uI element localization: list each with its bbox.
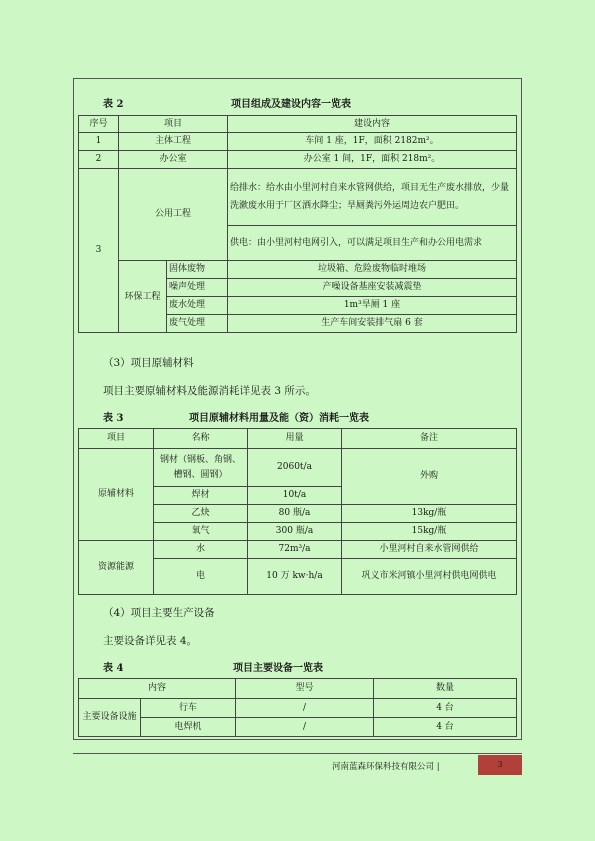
table4-name: 电焊机 <box>141 718 236 737</box>
section-4-text: 主要设备详见表 4。 <box>103 635 198 647</box>
table3-header-amount: 用量 <box>248 429 342 449</box>
table4-qty: 4 台 <box>374 718 517 737</box>
table2-row2-content: 办公室 1 间，1F，面积 218m²。 <box>228 151 517 169</box>
table3-name: 乙炔 <box>154 505 248 523</box>
table2-env-content: 产噪设备基座安装减震垫 <box>228 279 517 297</box>
table2-row2-no: 2 <box>79 151 119 169</box>
table3-header-name: 名称 <box>154 429 248 449</box>
table3-amount: 300 瓶/a <box>248 523 342 541</box>
table2-caption <box>103 95 351 110</box>
table3-note: 15kg/瓶 <box>342 523 517 541</box>
table3-group-resources: 资源能源 <box>79 541 154 595</box>
table2-water-supply: 给排水：给水由小里河村自来水管网供给，项目无生产废水排放，少量洗漱废水用于厂区洒水降尘；旱厕粪污外运周边农户肥田。 <box>228 169 517 226</box>
table4 <box>78 678 517 737</box>
table2-row2-item: 办公室 <box>119 151 228 169</box>
table2-row1-item: 主体工程 <box>119 133 228 151</box>
table4-model: / <box>236 699 374 718</box>
table3-amount: 80 瓶/a <box>248 505 342 523</box>
table4-model: / <box>236 718 374 737</box>
table3-amount: 2060t/a <box>248 449 342 487</box>
table2-header-content: 建设内容 <box>228 116 517 133</box>
table4-number: 表 4 <box>103 663 124 674</box>
table3-note: 小里河村自来水管网供给 <box>342 541 517 559</box>
table3-group-materials: 原辅材料 <box>79 449 154 541</box>
table3-name: 钢材（钢板、角钢、槽钢、圆钢） <box>154 449 248 487</box>
section-3-heading: （3）项目原辅材料 <box>103 357 194 369</box>
table2-env-content: 1m³旱厕 1 座 <box>228 297 517 315</box>
table2-env-name: 固体废物 <box>167 261 228 279</box>
table3-name: 电 <box>154 559 248 595</box>
table2-env-name: 废水处理 <box>167 297 228 315</box>
table4-header-content: 内容 <box>79 679 236 699</box>
table3-name: 水 <box>154 541 248 559</box>
table3-amount: 72m³/a <box>248 541 342 559</box>
section-3-text: 项目主要原辅材料及能源消耗详见表 3 所示。 <box>103 385 316 397</box>
footer-divider <box>73 753 522 754</box>
table2-row1-no: 1 <box>79 133 119 151</box>
table2-env-content: 生产车间安装排气扇 6 套 <box>228 315 517 333</box>
table4-qty: 4 台 <box>374 699 517 718</box>
table2-title: 项目组成及建设内容一览表 <box>231 99 351 110</box>
table3-title: 项目原辅材料用量及能（资）消耗一览表 <box>189 413 369 424</box>
table3-caption <box>103 409 369 424</box>
table4-title: 项目主要设备一览表 <box>233 663 323 674</box>
table2-row1-content: 车间 1 座，1F，面积 2182m²。 <box>228 133 517 151</box>
table4-header-qty: 数量 <box>374 679 517 699</box>
table2-number: 表 2 <box>103 99 124 110</box>
table3 <box>78 428 517 595</box>
table2-env-content: 垃圾箱、危险废物临时堆场 <box>228 261 517 279</box>
table3-note: 13kg/瓶 <box>342 505 517 523</box>
table4-caption <box>103 659 323 674</box>
table3-name: 氧气 <box>154 523 248 541</box>
table3-note: 巩义市米河镇小里河村供电网供电 <box>342 559 517 595</box>
table4-group: 主要设备设施 <box>79 699 141 737</box>
table2-header-item: 项目 <box>119 116 228 133</box>
table3-amount: 10t/a <box>248 487 342 505</box>
table2 <box>78 115 517 333</box>
table4-name: 行车 <box>141 699 236 718</box>
table3-amount: 10 万 kw·h/a <box>248 559 342 595</box>
table3-header-note: 备注 <box>342 429 517 449</box>
table2-header-no: 序号 <box>79 116 119 133</box>
table2-env-name: 废气处理 <box>167 315 228 333</box>
table2-power-supply: 供电：由小里河村电网引入，可以满足项目生产和办公用电需求 <box>228 226 517 261</box>
table3-header-item: 项目 <box>79 429 154 449</box>
table3-number: 表 3 <box>103 413 124 424</box>
table2-env-works: 环保工程 <box>119 261 167 333</box>
table2-row3-no: 3 <box>79 169 119 333</box>
table3-note: 外购 <box>342 449 517 505</box>
section-4-heading: （4）项目主要生产设备 <box>103 607 215 619</box>
table2-public-works: 公用工程 <box>119 169 228 261</box>
table2-env-name: 噪声处理 <box>167 279 228 297</box>
table4-header-model: 型号 <box>236 679 374 699</box>
footer-company: 河南蓝森环保科技有限公司 | <box>332 762 440 772</box>
table3-name: 焊材 <box>154 487 248 505</box>
page-number: 3 <box>478 755 522 775</box>
